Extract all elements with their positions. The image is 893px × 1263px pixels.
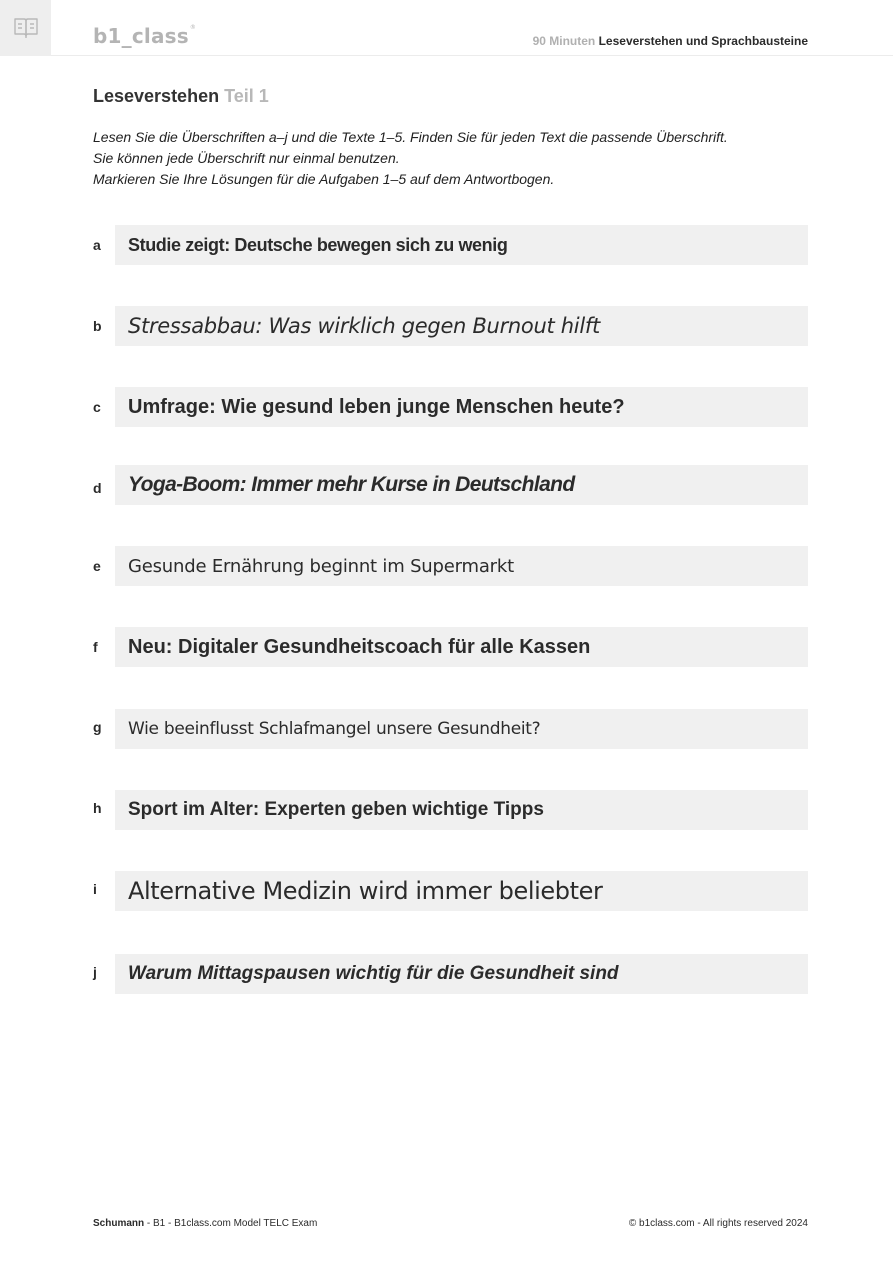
headline-text: Umfrage: Wie gesund leben junge Menschen heute? [115,387,808,427]
headline-letter: c [93,399,101,415]
headline-item-j [93,954,808,994]
headline-text: Stressabbau: Was wirklich gegen Burnout hilft [115,306,808,346]
headline-letter: b [93,318,102,334]
headline-item-d [93,465,808,505]
headline-text: Gesunde Ernährung beginnt im Supermarkt [115,546,808,586]
open-book-icon [13,16,39,40]
headline-letter: a [93,237,101,253]
headline-text: Sport im Alter: Experten geben wichtige Tipps [115,790,808,830]
headline-letter: g [93,719,102,735]
page-header [0,0,893,56]
headline-letter: f [93,639,98,655]
instruction-line: Lesen Sie die Überschriften a–j und die Texte 1–5. Finden Sie für jeden Text die passende Überschrift. [93,129,728,145]
headline-text: Studie zeigt: Deutsche bewegen sich zu wenig [115,225,808,265]
headline-letter: d [93,480,102,496]
headline-text: Alternative Medizin wird immer beliebter [115,871,808,911]
section-title [93,86,269,107]
instruction-line: Markieren Sie Ihre Lösungen für die Aufgaben 1–5 auf dem Antwortbogen. [93,171,555,187]
headline-item-f [93,627,808,667]
footer-copyright: © b1class.com - All rights reserved 2024 [628,1218,808,1229]
headline-letter: e [93,558,101,574]
section-name: Leseverstehen [93,86,220,106]
headline-item-b [93,306,808,346]
headline-item-c [93,387,808,427]
module-name: Leseverstehen und Sprachbausteine [598,34,808,48]
headline-letter: h [93,800,102,816]
headline-text: Warum Mittagspausen wichtig für die Gesundheit sind [115,954,808,994]
headline-item-h [93,790,808,830]
brand-logo [93,24,196,48]
exam-module-label [533,34,808,48]
headline-text: Neu: Digitaler Gesundheitscoach für alle Kassen [115,627,808,667]
book-icon-box [0,0,51,56]
headline-text: Yoga-Boom: Immer mehr Kurse in Deutschland [115,465,808,505]
footer-credit [93,1218,317,1229]
headline-item-g [93,709,808,749]
headline-letter: j [93,964,97,980]
instructions [93,127,728,190]
duration: 90 Minuten [532,34,596,48]
footer-author: Schumann [93,1218,145,1229]
headline-text: Wie beeinflusst Schlafmangel unsere Gesundheit? [115,709,808,749]
instruction-line: Sie können jede Überschrift nur einmal benutzen. [93,150,400,166]
section-part: Teil 1 [224,86,269,106]
headline-item-i [93,871,808,911]
headline-item-a [93,225,808,265]
headline-item-e [93,546,808,586]
registered-mark: ® [189,24,197,32]
headline-letter: i [93,881,97,897]
logo-text: b1_class [93,24,189,48]
footer-meta: - B1 - B1class.com Model TELC Exam [144,1218,318,1229]
